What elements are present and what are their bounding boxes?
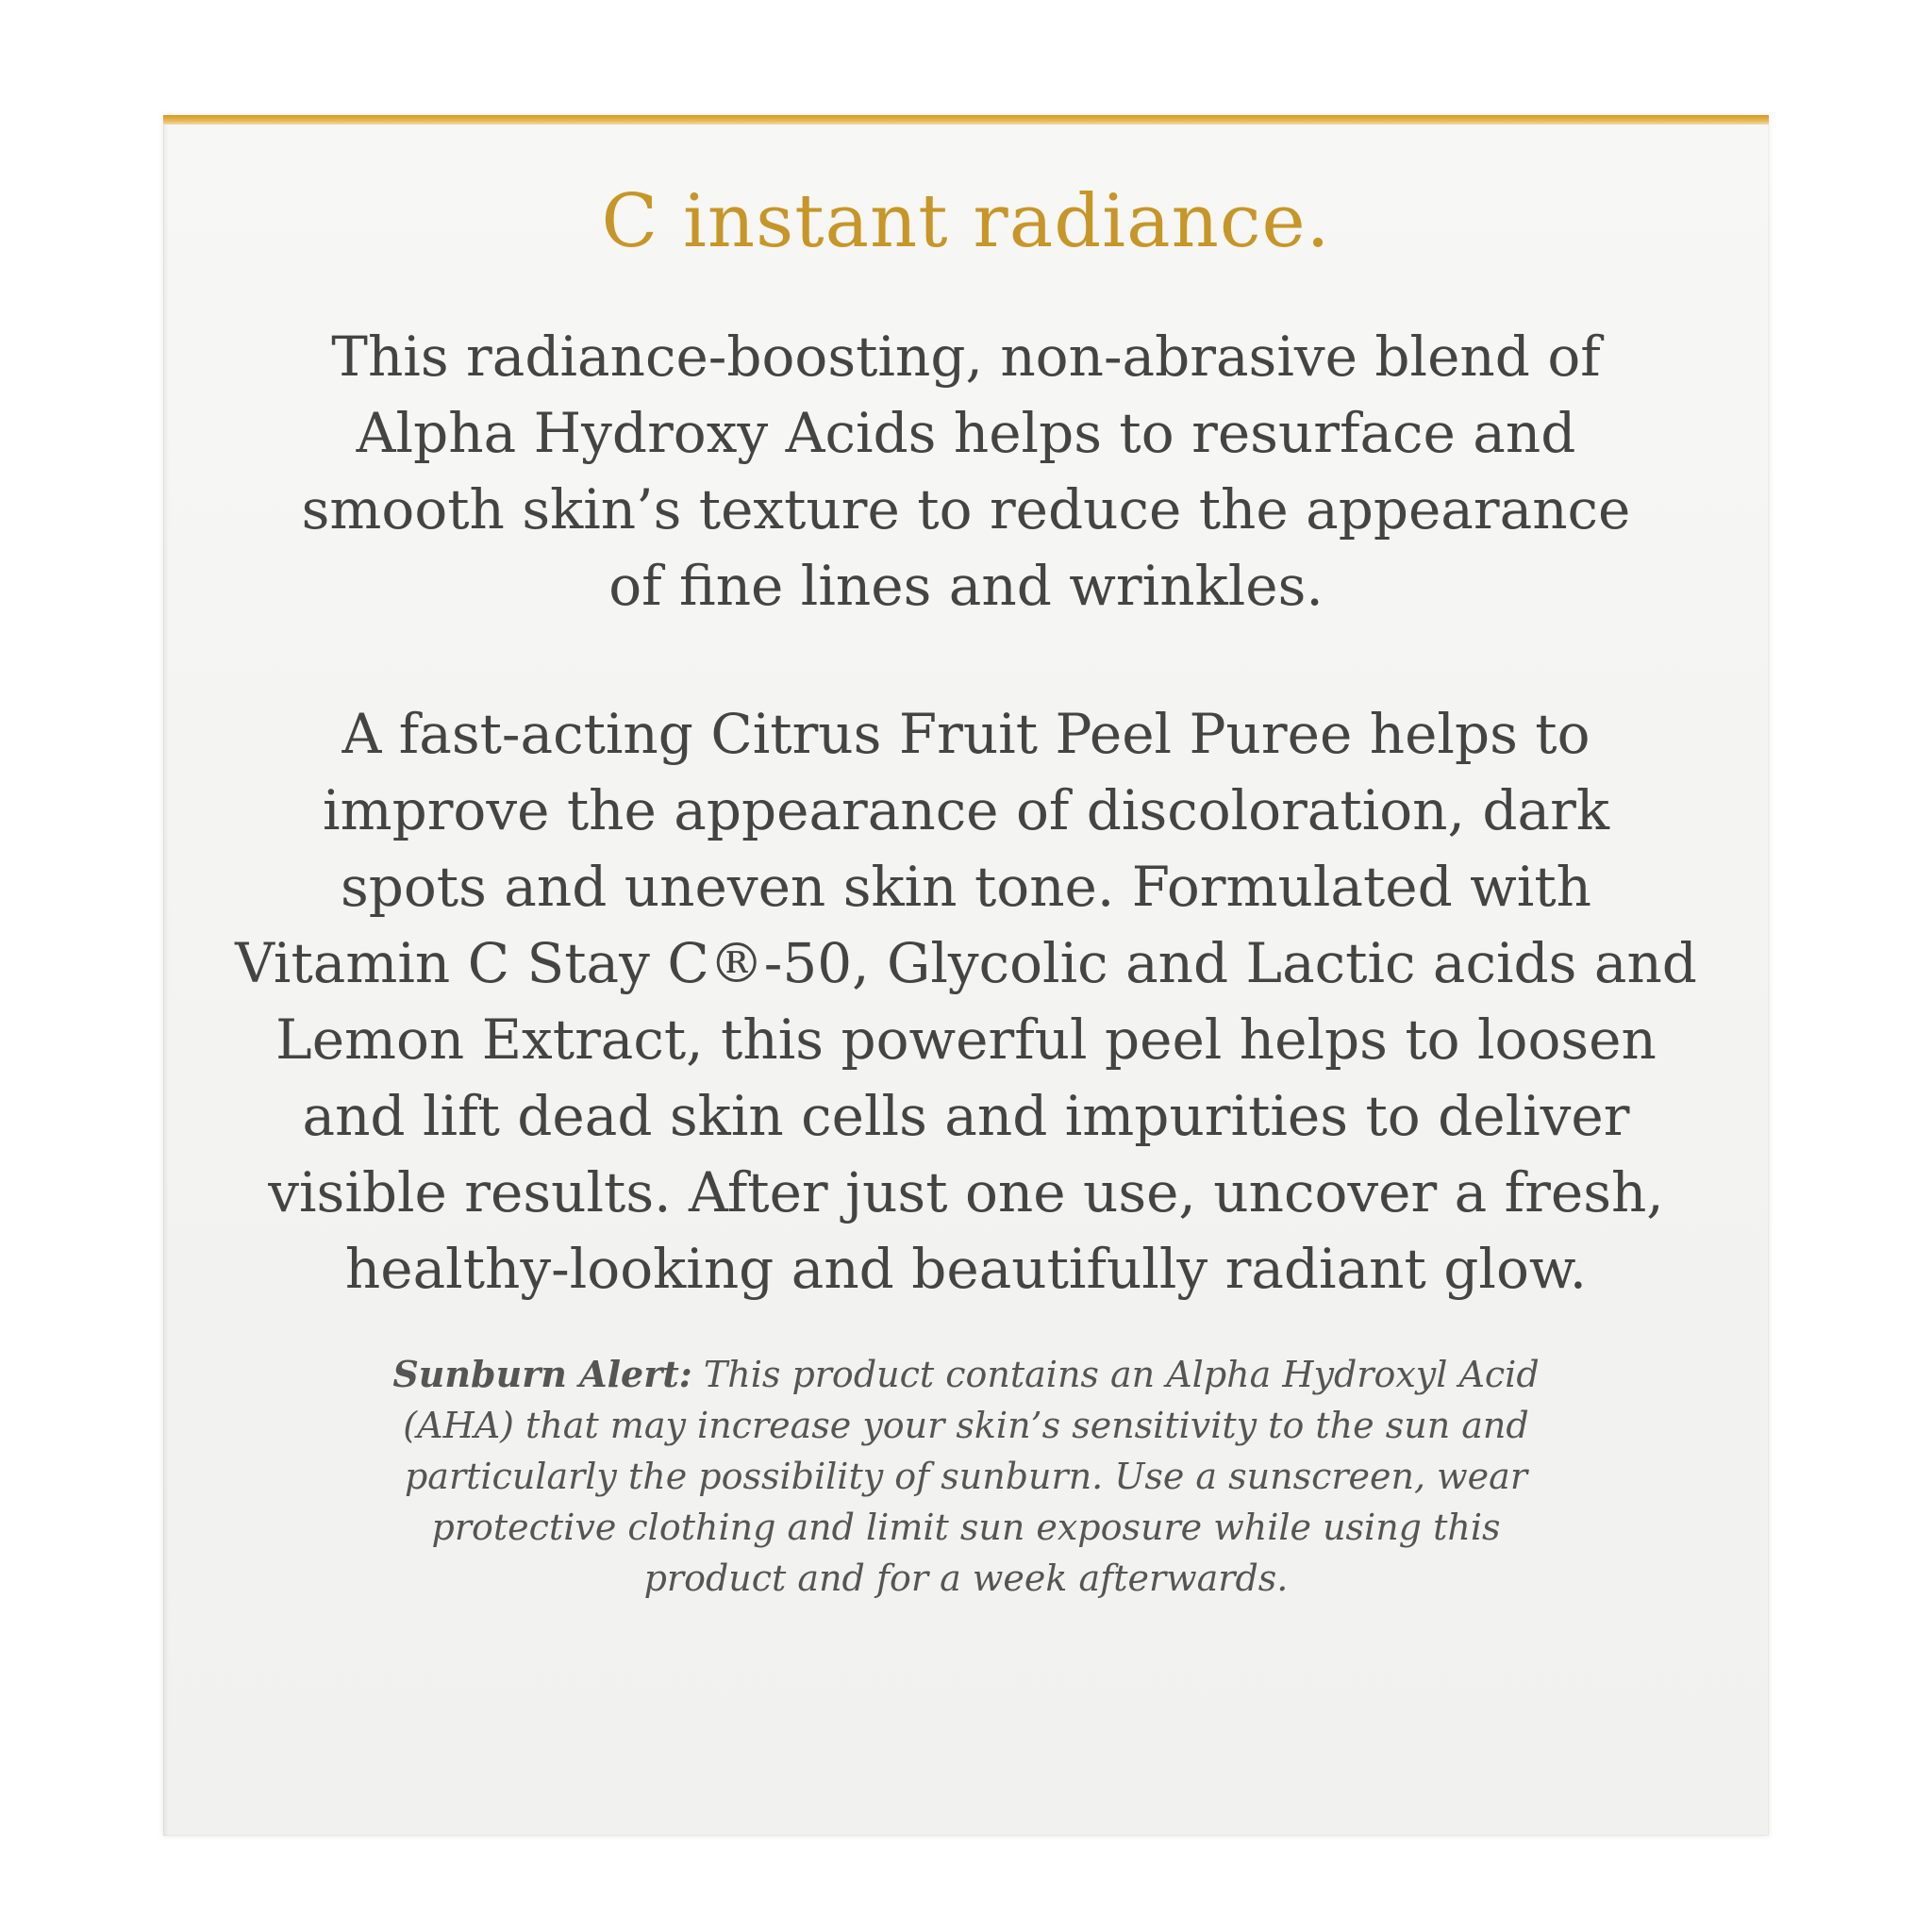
alert-line: (AHA) that may increase your skin’s sensitivity to the sun and [403,1405,1529,1446]
alert-label: Sunburn Alert: [392,1353,692,1395]
alert-line: protective clothing and limit sun exposure while using this [431,1507,1501,1548]
sunburn-alert [0,1349,1932,1604]
alert-text: This product contains an Alpha Hydroxyl Acid [691,1354,1540,1395]
paragraph-line: This radiance-boosting, non-abrasive blend of [331,325,1601,389]
alert-line: particularly the possibility of sunburn. Use a sunscreen, wear [404,1456,1527,1497]
paragraph-line: of fine lines and wrinkles. [608,554,1324,618]
alert-line [0,1349,1932,1400]
description-paragraph-2 [0,696,1932,1307]
alert-line: product and for a week afterwards. [643,1557,1289,1599]
paragraph-line: improve the appearance of discoloration, dark [323,778,1609,842]
description-paragraph-1 [0,319,1932,625]
paragraph-line: healthy-looking and beautifully radiant glow. [344,1237,1588,1301]
paragraph-line: and lift dead skin cells and impurities to deliver [302,1084,1630,1148]
paragraph-line: visible results. After just one use, uncover a fresh, [268,1160,1664,1224]
paragraph-line: A fast-acting Citrus Fruit Peel Puree helps to [341,702,1591,766]
paragraph-line: Lemon Extract, this powerful peel helps to loosen [275,1008,1657,1072]
headline: C instant radiance. [601,179,1331,264]
paragraph-line: Vitamin C Stay C®-50, Glycolic and Lactic acids and [235,931,1697,995]
paragraph-line: Alpha Hydroxy Acids helps to resurface and [356,401,1576,465]
paragraph-line: smooth skin’s texture to reduce the appearance [301,477,1631,541]
paragraph-line: spots and uneven skin tone. Formulated with [340,855,1591,919]
gold-top-band [163,115,1769,125]
